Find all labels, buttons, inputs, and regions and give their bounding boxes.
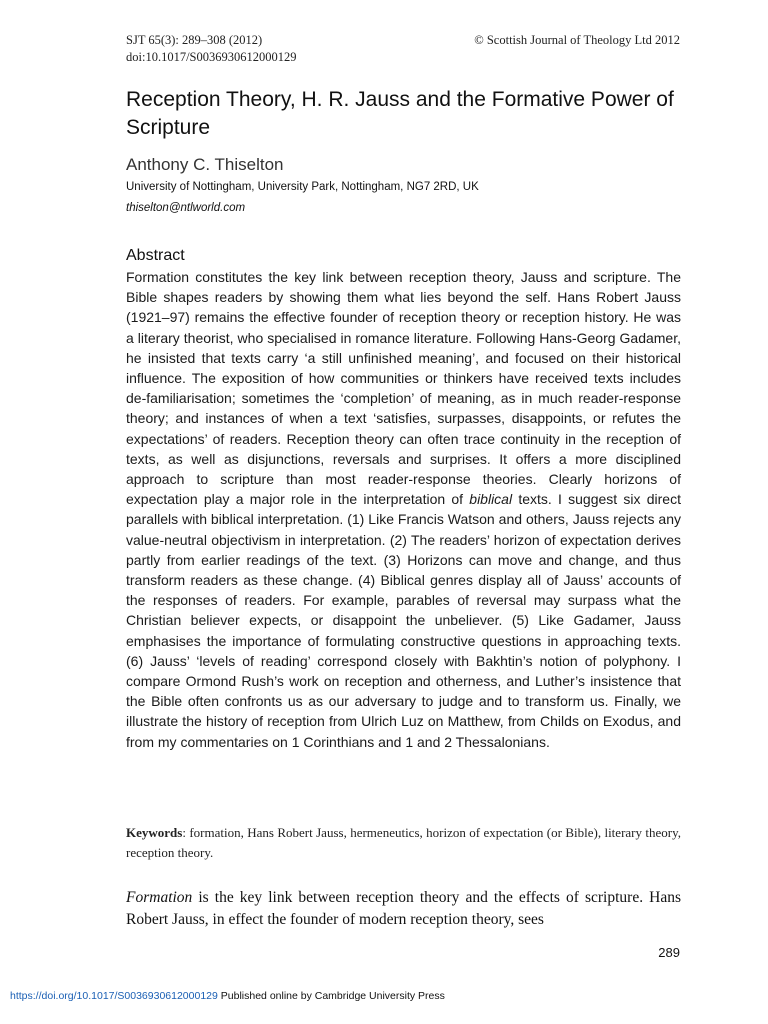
abstract-heading: Abstract xyxy=(126,247,185,264)
page-number: 289 xyxy=(658,945,680,960)
author-name: Anthony C. Thiselton xyxy=(126,155,284,174)
abstract-text xyxy=(126,267,681,752)
abstract-italic-word: biblical xyxy=(469,491,513,508)
publication-footer xyxy=(10,990,445,1002)
abstract-text-part2: texts. I suggest six direct parallels with biblical interpretation. (1) Like Francis Watson and others, Jauss rejects any value-neutral objectivism in interpretation. (2) The readers’ horizon of expectation derives partly from earlier readings of the text. (3) Horizons can move and change, and thus transform readers as these change. (4) Biblical genres display all of Jauss’ accounts of the responses of readers. For example, parables of reversal may surpass what the Christian believer expects, or disappoint the unbeliever. (5) Like Gadamer, Jauss emphasises the importance of formulating constructive questions in approaching texts. (6) Jauss’ ‘levels of reading’ correspond closely with Bakhtin’s notion of polyphony. I compare Ormond Rush’s work on reception and otherness, and Luther’s insistence that the Bible often confronts us as our adversary to judge and to transform us. Finally, we illustrate the history of reception from Ulrich Luz on Matthew, from Childs on Exodus, and from my commentaries on 1 Corinthians and 1 and 2 Thessalonians. xyxy=(126,491,681,750)
doi-link[interactable]: https://doi.org/10.1017/S0036930612000129 xyxy=(10,990,218,1002)
body-text: is the key link between reception theory and the effects of scripture. Hans Robert Jauss, in effect the founder of modern reception theory, sees xyxy=(126,889,681,928)
keywords-line xyxy=(126,823,681,863)
abstract-text-part1: Formation constitutes the key link between reception theory, Jauss and scripture. The Bible shapes readers by showing them what lies beyond the self. Hans Robert Jauss (1921–97) remains the effective founder of reception theory or reception history. He was a literary theorist, who specialised in romance literature. Following Hans-Georg Gadamer, he insisted that texts carry ‘a still unfinished meaning’, and focused on their historical influence. The exposition of how communities or thinkers have received texts includes de-familiarisation; sometimes the ‘completion’ of meaning, as in much reader-response theory; and instances of when a text ‘satisfies, surpasses, disappoints, or refutes the expectations’ of readers. Reception theory can often trace continuity in the reception of texts, as well as disjunctions, reversals and surprises. It offers a more disciplined approach to scripture than most reader-response theories. Clearly horizons of expectation play a major role in the interpretation of xyxy=(126,269,681,508)
body-italic-lead: Formation xyxy=(126,889,193,906)
author-affiliation: University of Nottingham, University Park, Nottingham, NG7 2RD, UK xyxy=(126,181,479,193)
body-paragraph xyxy=(126,887,681,931)
journal-citation: SJT 65(3): 289–308 (2012) xyxy=(126,33,263,47)
author-email[interactable]: thiselton@ntlworld.com xyxy=(126,202,246,214)
footer-text: Published online by Cambridge University Press xyxy=(220,990,445,1002)
doi-text: doi:10.1017/S0036930612000129 xyxy=(126,50,297,64)
keywords-label: Keywords xyxy=(126,825,183,840)
keywords-list: : formation, Hans Robert Jauss, hermeneutics, horizon of expectation (or Bible), literary theory, reception theory. xyxy=(126,825,681,860)
article-title: Reception Theory, H. R. Jauss and the Formative Power of Scripture xyxy=(126,88,674,139)
journal-header-left xyxy=(126,32,297,66)
copyright-notice: © Scottish Journal of Theology Ltd 2012 xyxy=(474,33,680,47)
